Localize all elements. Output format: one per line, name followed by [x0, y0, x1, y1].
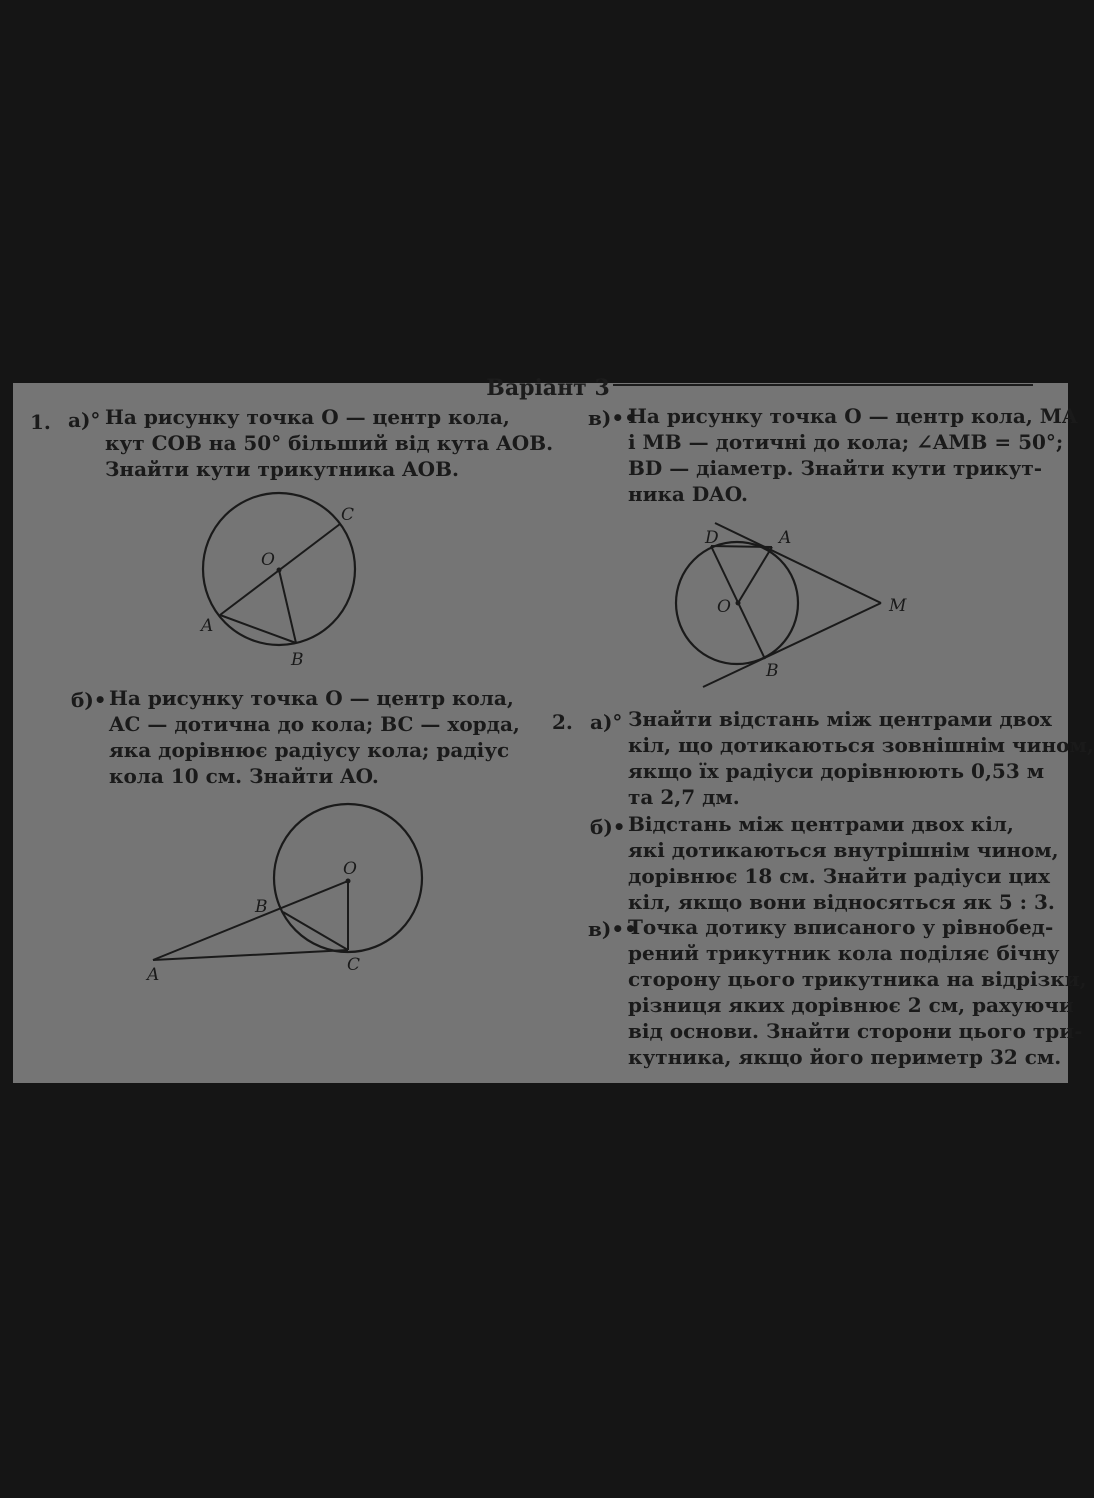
problem-1a-mark: а)° [68, 408, 101, 432]
label-a: A [779, 528, 792, 548]
problem-2a-line: якщо їх радіуси дорівнюють 0,53 м [628, 759, 1045, 783]
label-a: A [201, 616, 214, 636]
problem-2b-mark: б)• [590, 815, 626, 839]
problem-2b-line: Відстань між центрами двох кіл, [628, 812, 1014, 836]
figure-1b [143, 808, 443, 988]
problem-1v-line: і MB — дотичні до кола; ∠AMB = 50°; [628, 430, 1064, 454]
problem-1b-line: кола 10 см. Знайти AO. [109, 764, 379, 788]
center-point [277, 568, 282, 573]
problem-2a-line: Знайти відстань між центрами двох [628, 707, 1052, 731]
problem-2b-line: які дотикаються внутрішнім чином, [628, 838, 1059, 862]
problem-2b-line: дорівнює 18 см. Знайти радіуси цих [628, 864, 1050, 888]
problem-1v-line: ника DAO. [628, 482, 748, 506]
label-o: O [343, 859, 357, 879]
center-point [736, 601, 741, 606]
figure-1v [663, 523, 913, 693]
problem-1v-text [628, 403, 1078, 507]
center-point [346, 879, 351, 884]
problem-2a-line: та 2,7 дм. [628, 785, 740, 809]
tangent-ma [715, 523, 881, 603]
textbook-page [13, 375, 1094, 1083]
label-b: B [255, 897, 268, 917]
label-o: O [717, 597, 731, 617]
label-d: D [705, 528, 719, 548]
problem-1v-mark: в)•• [588, 406, 637, 430]
problem-1b-line: яка дорівнює радіусу кола; радіус [109, 738, 510, 762]
radius-ob [279, 570, 296, 643]
problem-2-number: 2. [552, 710, 573, 734]
problem-2a-line: кіл, що дотикаються зовнішнім чином, [628, 733, 1094, 757]
problem-1v-line: BD — діаметр. Знайти кути трикут- [628, 456, 1043, 480]
problem-2v-line: рений трикутник кола поділяє бічну [628, 941, 1060, 965]
problem-2v-line: різниця яких дорівнює 2 см, рахуючи [628, 993, 1074, 1017]
problem-2v-mark: в)•• [588, 917, 637, 941]
label-c: C [347, 955, 361, 975]
label-b: B [766, 661, 779, 681]
problem-2v-line: від основи. Знайти сторони цього три- [628, 1019, 1083, 1043]
label-m: M [889, 596, 907, 616]
problem-2v-line: сторону цього трикутника на відрізки, [628, 967, 1087, 991]
problem-1v-line: На рисунку точка O — центр кола, MA [628, 404, 1078, 428]
problem-1-number: 1. [30, 410, 51, 434]
problem-1b-mark: б)• [71, 688, 107, 712]
label-a: A [147, 965, 160, 985]
heading-rule [613, 384, 1033, 386]
problem-2b-line: кіл, якщо вони відносяться як 5 : 3. [628, 890, 1055, 914]
tangent-ac [153, 950, 348, 960]
problem-2a-mark: а)° [590, 710, 623, 734]
problem-1a-line: Знайти кути трикутника AOB. [105, 457, 459, 481]
problem-2a-text [628, 706, 1094, 810]
variant-heading-fragment: Варіант 3 [486, 375, 610, 401]
problem-1a-text [105, 404, 554, 482]
label-c: C [341, 505, 355, 525]
figure-1a [193, 493, 393, 673]
problem-2v-text [628, 914, 1087, 1070]
problem-2v-line: Точка дотику вписаного у рівнобед- [628, 915, 1054, 939]
problem-1b-line: На рисунку точка O — центр кола, [109, 686, 514, 710]
radius-oa [738, 547, 772, 603]
label-o: O [261, 550, 275, 570]
secant-ao [153, 881, 348, 960]
problem-2b-text [628, 811, 1063, 915]
chord-da [711, 546, 772, 547]
label-b: B [291, 650, 304, 670]
problem-1b-line: AC — дотична до кола; BC — хорда, [109, 712, 520, 736]
problem-1a-line: На рисунку точка O — центр кола, [105, 405, 510, 429]
problem-2v-line: кутника, якщо його периметр 32 см. [628, 1045, 1062, 1069]
problem-1b-text [109, 685, 539, 789]
problem-1a-line: кут COB на 50° більший від кута AOB. [105, 431, 554, 455]
